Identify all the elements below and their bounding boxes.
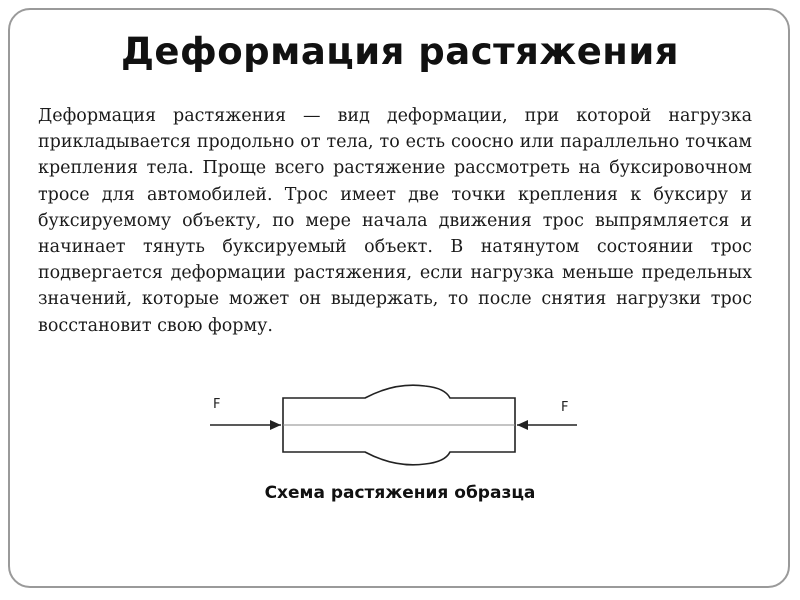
force-label-left: F xyxy=(213,397,221,412)
force-label-right: F xyxy=(561,400,569,415)
force-arrow-left xyxy=(210,420,281,430)
slide-title: Деформация растяжения xyxy=(120,30,680,73)
force-arrow-right xyxy=(517,420,577,430)
tension-diagram xyxy=(205,380,585,470)
slide-body-text: Деформация растяжения — вид деформации, при которой нагрузка прикладывается продольно от тела, то есть соосно или параллельно точкам крепления тела. Проще всего растяжение рассмотреть на буксировочном тросе для автомобилей. Трос имеет две точки крепления к буксиру и буксируемому объекту, по мере начала движения трос выпрямляется и начинает тянуть буксируемый объект. В натянутом состоянии трос подвергается деформации растяжения, если нагрузка меньше предельных значений, которые может он выдержать, то после снятия нагрузки трос восстановит свою форму. xyxy=(38,106,752,336)
figure-caption: Схема растяжения образца xyxy=(264,483,536,503)
